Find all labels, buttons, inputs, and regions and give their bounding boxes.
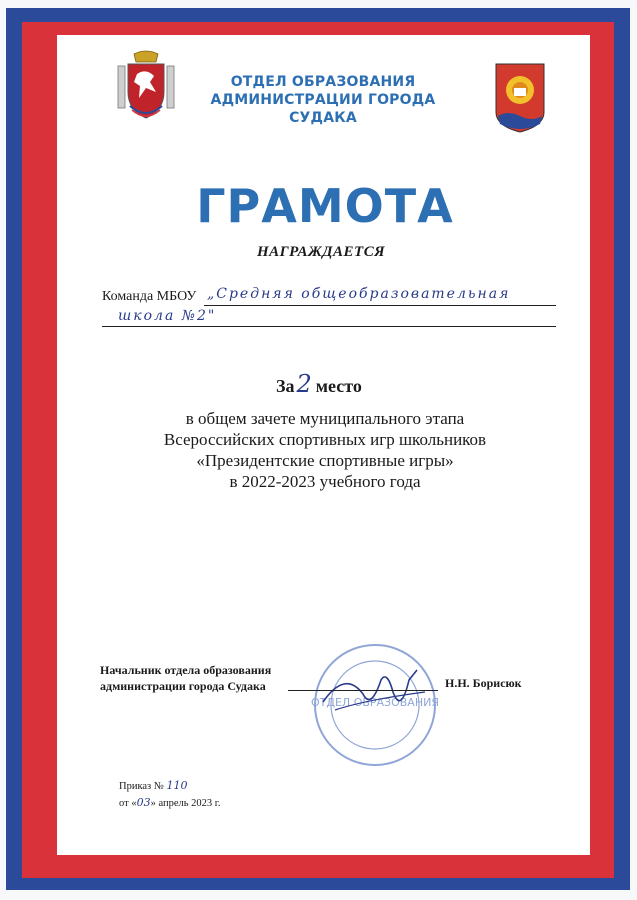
team-label: Команда МБОУ <box>102 289 197 304</box>
description-line-1: в общем зачете муниципального этапа <box>185 409 465 428</box>
stamp-text: ОТДЕЛ ОБРАЗОВАНИЯ <box>311 696 439 709</box>
crimea-coat-of-arms-icon <box>112 48 180 124</box>
official-stamp <box>305 640 445 770</box>
order-date-suffix: » апрель 2023 г. <box>150 798 221 809</box>
header-line-2: АДМИНИСТРАЦИИ ГОРОДА СУДАКА <box>210 92 436 126</box>
team-underline-2 <box>102 326 556 327</box>
place-suffix: место <box>315 376 362 396</box>
position-line-1: Начальник отдела образования <box>100 663 272 677</box>
order-number-handwritten: 110 <box>166 779 188 792</box>
header-line-1: ОТДЕЛ ОБРАЗОВАНИЯ <box>230 74 416 90</box>
description-line-2: Всероссийских спортивных игр школьников <box>163 430 487 449</box>
certificate-title: ГРАМОТА <box>196 179 454 233</box>
signatory-name: Н.Н. Борисюк <box>445 676 522 690</box>
place-prefix: За <box>276 376 295 396</box>
issuer-header <box>180 73 466 127</box>
award-description <box>120 408 530 492</box>
place-line <box>276 370 362 398</box>
signatory-position <box>100 662 271 694</box>
description-line-4: в 2022-2023 учебного года <box>229 472 421 491</box>
team-name-handwritten-line-2: школа №2" <box>118 308 217 324</box>
order-reference <box>119 778 221 812</box>
team-underline-1 <box>204 305 556 306</box>
description-line-3: «Президентские спортивные игры» <box>196 451 454 470</box>
order-date-prefix: от « <box>119 798 137 809</box>
awarded-subtitle: НАГРАЖДАЕТСЯ <box>256 244 386 260</box>
position-line-2: администрации города Судака <box>100 679 266 693</box>
place-number-handwritten: 2 <box>296 370 312 398</box>
signature-underline <box>288 690 438 691</box>
team-name-handwritten-line-1: „Средняя общеобразовательная <box>207 286 511 302</box>
order-day-handwritten: 03 <box>136 796 151 809</box>
sudak-emblem-icon <box>494 62 546 134</box>
order-label: Приказ № <box>119 781 164 792</box>
